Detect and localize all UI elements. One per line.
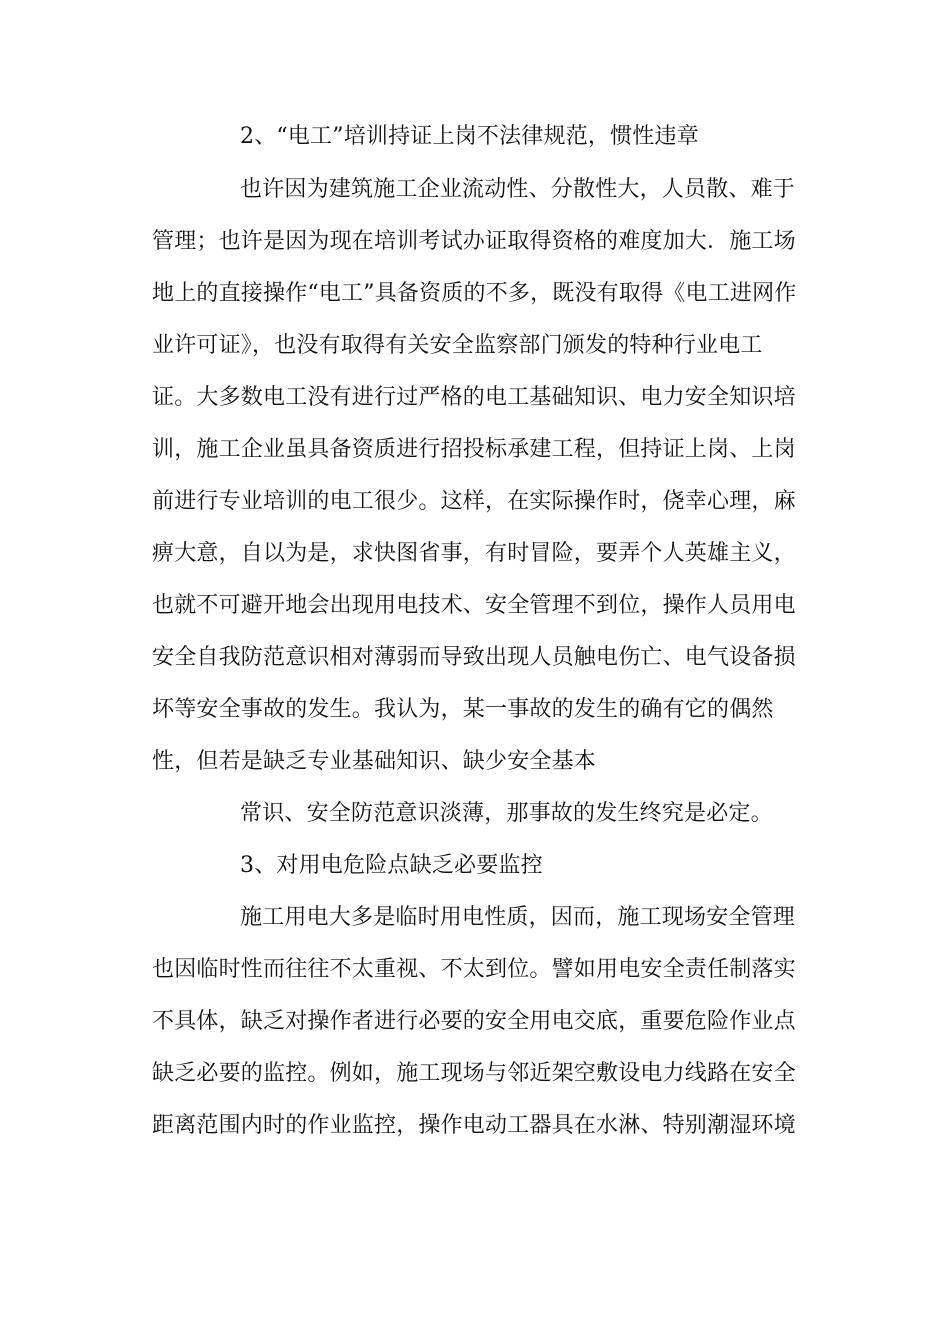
paragraph-line: 常识、安全防范意识淡薄，那事故的发生终究是必定。 (240, 801, 773, 826)
paragraph-line: 管理；也许是因为现在培训考试办证取得资格的难度加大．施工场 (152, 229, 796, 254)
heading-3: 3、对用电危险点缺乏必要监控 (240, 853, 543, 878)
paragraph-line: 不具体，缺乏对操作者进行必要的安全用电交底，重要危险作业点 (152, 1009, 796, 1034)
paragraph-line: 也许因为建筑施工企业流动性、分散性大，人员散、难于 (240, 177, 796, 202)
paragraph-line: 训，施工企业虽具备资质进行招投标承建工程，但持证上岗、上岗 (152, 437, 796, 462)
paragraph-line: 地上的直接操作“电工”具备资质的不多，既没有取得《电工进网作 (152, 281, 797, 306)
paragraph-line: 缺乏必要的监控。例如，施工现场与邻近架空敷设电力线路在安全 (152, 1061, 796, 1086)
heading-2: 2、“电工”培训持证上岗不法律规范，惯性违章 (240, 124, 699, 149)
paragraph-line: 业许可证》，也没有取得有关安全监察部门颁发的特种行业电工 (152, 333, 763, 358)
paragraph-line: 也就不可避开地会出现用电技术、安全管理不到位，操作人员用电 (152, 593, 796, 618)
paragraph-line: 证。大多数电工没有进行过严格的电工基础知识、电力安全知识培 (152, 385, 796, 410)
paragraph-line: 施工用电大多是临时用电性质，因而，施工现场安全管理 (240, 905, 796, 930)
paragraph-line: 距离范围内时的作业监控，操作电动工器具在水淋、特别潮湿环境 (152, 1113, 796, 1138)
paragraph-line: 痹大意，自以为是，求快图省事，有时冒险，要弄个人英雄主义， (152, 541, 796, 566)
paragraph-line: 前进行专业培训的电工很少。这样，在实际操作时，侥幸心理，麻 (152, 489, 796, 514)
paragraph-line: 也因临时性而往往不太重视、不太到位。譬如用电安全责任制落实 (152, 957, 796, 982)
paragraph-line: 安全自我防范意识相对薄弱而导致出现人员触电伤亡、电气设备损 (152, 645, 796, 670)
paragraph-line: 性，但若是缺乏专业基础知识、缺少安全基本 (152, 749, 597, 774)
paragraph-line: 坏等安全事故的发生。我认为，某一事故的发生的确有它的偶然 (152, 697, 774, 722)
